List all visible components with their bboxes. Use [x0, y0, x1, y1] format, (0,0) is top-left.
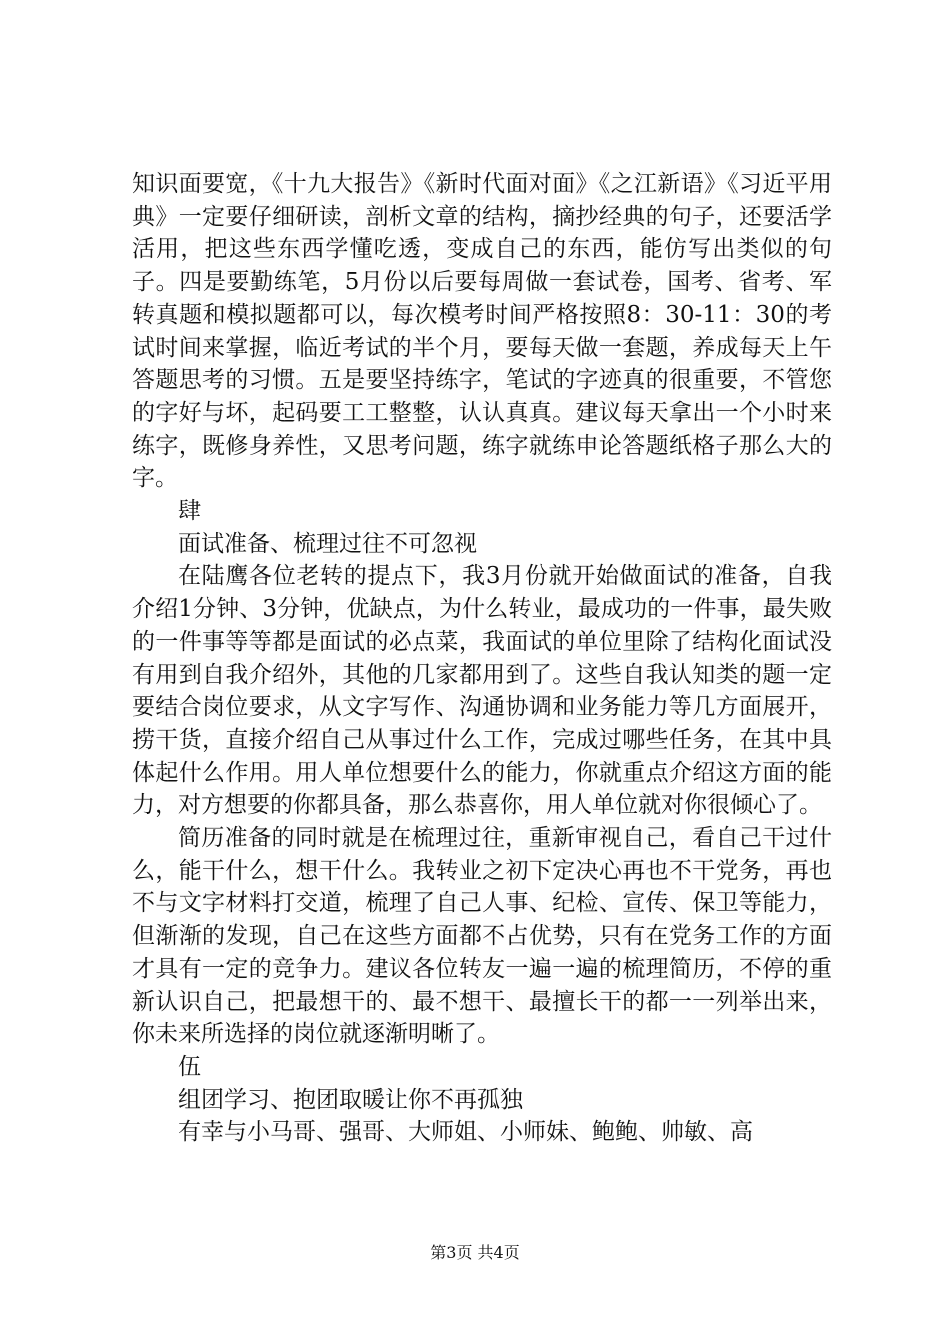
paragraph-resume-review: 简历准备的同时就是在梳理过往，重新审视自己，看自己干过什么，能干什么，想干什么。我转业之初下定决心再也不干党务，再也不与文字材料打交道，梳理了自己人事、纪检、宣传、保卫等能力，但渐渐的发现，自己在这些方面都不占优势，只有在党务工作的方面才具有一定的竞争力。建议各位转友一遍一遍的梳理简历，不停的重新认识自己，把最想干的、最不想干、最擅长干的都一一列举出来，你未来所选择的岗位就逐渐明晰了。	[132, 825, 832, 1048]
page-number-footer: 第3页 共4页	[430, 1243, 520, 1262]
section-number-four: 肆	[178, 498, 201, 525]
document-body	[132, 168, 832, 1149]
paragraph-interview-prep: 在陆鹰各位老转的提点下，我3月份就开始做面试的准备，自我介绍1分钟、3分钟，优缺点，为什么转业，最成功的一件事，最失败的一件事等等都是面试的必点菜，我面试的单位里除了结构化面试没有用到自我介绍外，其他的几家都用到了。这些自我认知类的题一定要结合岗位要求，从文字写作、沟通协调和业务能力等几方面展开，捞干货，直接介绍自己从事过什么工作，完成过哪些任务，在其中具体起什么作用。用人单位想要什么的能力，你就重点介绍这方面的能力，对方想要的你都具备，那么恭喜你，用人单位就对你很倾心了。	[132, 563, 832, 819]
section-number-five: 伍	[178, 1053, 201, 1080]
paragraph-group-study: 有幸与小马哥、强哥、大师姐、小师妹、鲍鲍、帅敏、高	[178, 1119, 753, 1146]
section-title-group-study: 组团学习、抱团取暖让你不再孤独	[178, 1086, 523, 1113]
paragraph-written-exam-tips: 知识面要宽，《十九大报告》《新时代面对面》《之江新语》《习近平用典》一定要仔细研读，剖析文章的结构，摘抄经典的句子，还要活学活用，把这些东西学懂吃透，变成自己的东西，能仿写出类似的句子。四是要勤练笔，5月份以后要每周做一套试卷，国考、省考、军转真题和模拟题都可以，每次模考时间严格按照8：30-11：30的考试时间来掌握，临近考试的半个月，要每天做一套题，养成每天上午答题思考的习惯。五是要坚持练字，笔试的字迹真的很重要，不管您的字好与坏，起码要工工整整，认认真真。建议每天拿出一个小时来练字，既修身养性，又思考问题，练字就练申论答题纸格子那么大的字。	[132, 171, 832, 492]
section-title-interview: 面试准备、梳理过往不可忽视	[178, 530, 477, 557]
